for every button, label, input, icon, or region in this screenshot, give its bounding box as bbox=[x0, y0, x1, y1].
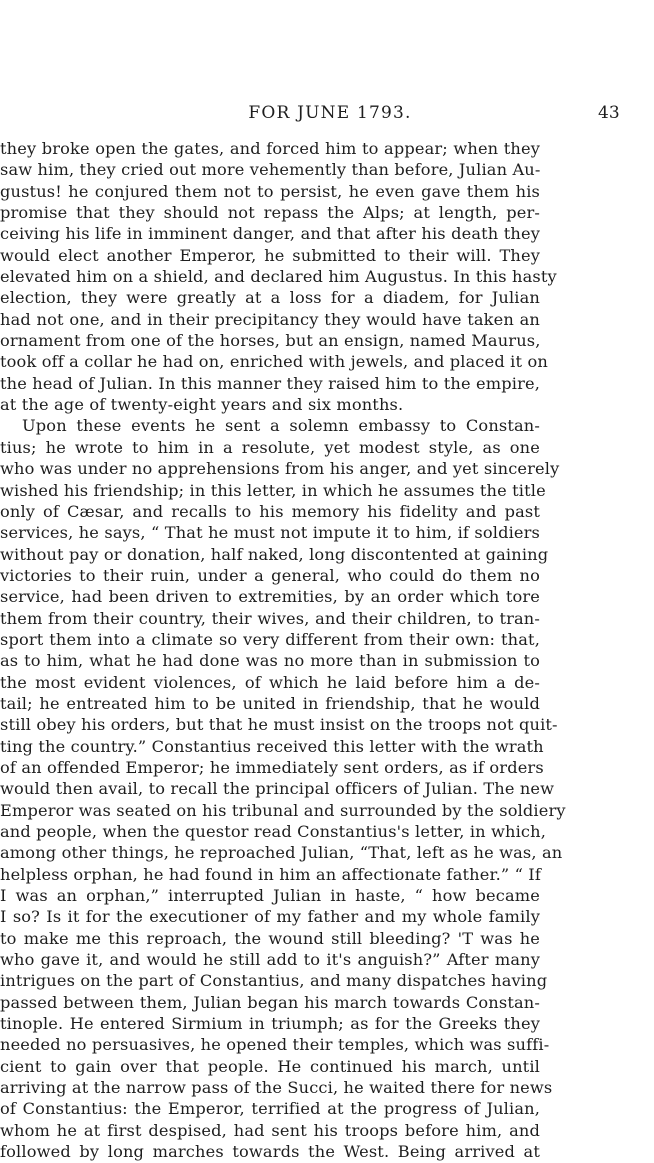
text-line: services, he says, “ That he must not impute it to him, if soldiers bbox=[0, 523, 540, 543]
text-line: promise that they should not repass the Alps; at length, per- bbox=[0, 203, 540, 223]
text-line: them from their country, their wives, and their children, to tran- bbox=[0, 608, 540, 628]
text-line: passed between them, Julian began his march towards Constan- bbox=[0, 992, 540, 1012]
text-line: still obey his orders, but that he must insist on the troops not quit- bbox=[0, 715, 558, 735]
text-line: ceiving his life in imminent danger, and that after his death they bbox=[0, 224, 540, 244]
text-line: the head of Julian. In this manner they raised him to the empire, bbox=[0, 373, 540, 393]
text-line: tius; he wrote to him in a resolute, yet modest style, as one bbox=[0, 437, 540, 457]
text-line: followed by long marches towards the West. Being arrived at bbox=[0, 1142, 540, 1162]
text-line: of an offended Emperor; he immediately sent orders, as if orders bbox=[0, 757, 544, 777]
text-line: intrigues on the part of Constantius, and many dispatches having bbox=[0, 971, 548, 991]
text-line: the most evident violences, of which he laid before him a de- bbox=[0, 672, 540, 692]
text-line: they broke open the gates, and forced him to appear; when they bbox=[0, 139, 540, 158]
text-line: I so? Is it for the executioner of my father and my whole family bbox=[0, 907, 540, 927]
text-line: victories to their ruin, under a general, who could do them no bbox=[0, 565, 540, 585]
text-line: arriving at the narrow pass of the Succi, he waited there for news bbox=[0, 1078, 553, 1098]
text-line: sport them into a climate so very different from their own: that, bbox=[0, 629, 540, 649]
text-line: as to him, what he had done was no more than in submission to bbox=[0, 651, 540, 671]
text-line: Emperor was seated on his tribunal and surrounded by the soldiery bbox=[0, 800, 566, 820]
text-line: among other things, he reproached Julian, “That, left as he was, an bbox=[0, 843, 563, 863]
text-line: needed no persuasives, he opened their temples, which was suffi- bbox=[0, 1035, 550, 1055]
body-text bbox=[0, 138, 566, 1163]
text-line: of Constantius: the Emperor, terrified at the progress of Julian, bbox=[0, 1099, 540, 1119]
text-line: ornament from one of the horses, but an ensign, named Maurus, bbox=[0, 331, 541, 351]
text-line: I was an orphan,” interrupted Julian in haste, “ how became bbox=[0, 886, 540, 906]
running-head-title: FOR JUNE 1793. bbox=[248, 103, 412, 123]
text-line: tinople. He entered Sirmium in triumph; as for the Greeks they bbox=[0, 1014, 540, 1034]
text-line: ting the country.” Constantius received this letter with the wrath bbox=[0, 736, 544, 756]
text-line: gustus! he conjured them not to persist, he even gave them his bbox=[0, 181, 540, 201]
paragraph-end-line: at the age of twenty-eight years and six months. bbox=[0, 395, 404, 415]
text-line: and people, when the questor read Constantius's letter, in which, bbox=[0, 822, 547, 841]
page-number: 43 bbox=[598, 103, 620, 123]
text-line: would elect another Emperor, he submitted to their will. They bbox=[0, 245, 540, 265]
text-line: would then avail, to recall the principal officers of Julian. The new bbox=[0, 779, 555, 799]
text-line: saw him, they cried out more vehemently than before, Julian Au- bbox=[0, 160, 541, 180]
text-line: to make me this reproach, the wound still bleeding? 'T was he bbox=[0, 928, 540, 948]
text-line: who was under no apprehensions from his anger, and yet sincerely bbox=[0, 459, 560, 479]
text-line: who gave it, and would he still add to it's anguish?” After many bbox=[0, 950, 540, 970]
text-line: elevated him on a shield, and declared him Augustus. In this hasty bbox=[0, 267, 557, 287]
text-line: took off a collar he had on, enriched with jewels, and placed it on bbox=[0, 352, 548, 372]
text-line: wished his friendship; in this letter, in which he assumes the title bbox=[0, 480, 546, 500]
text-line: without pay or donation, half naked, long discontented at gaining bbox=[0, 544, 549, 564]
text-line: election, they were greatly at a loss for a diadem, for Julian bbox=[0, 288, 540, 308]
text-line: service, had been driven to extremities, by an order which tore bbox=[0, 587, 540, 607]
text-line: cient to gain over that people. He continued his march, until bbox=[0, 1056, 540, 1076]
text-line: tail; he entreated him to be united in friendship, that he would bbox=[0, 693, 540, 713]
text-line: only of Cæsar, and recalls to his memory his fidelity and past bbox=[0, 501, 540, 521]
paragraph-start-line: Upon these events he sent a solemn embassy to Constan- bbox=[22, 416, 540, 436]
text-line: whom he at first despised, had sent his troops before him, and bbox=[0, 1120, 540, 1140]
text-line: helpless orphan, he had found in him an affectionate father.” “ If bbox=[0, 864, 541, 884]
text-line: had not one, and in their precipitancy they would have taken an bbox=[0, 309, 540, 329]
